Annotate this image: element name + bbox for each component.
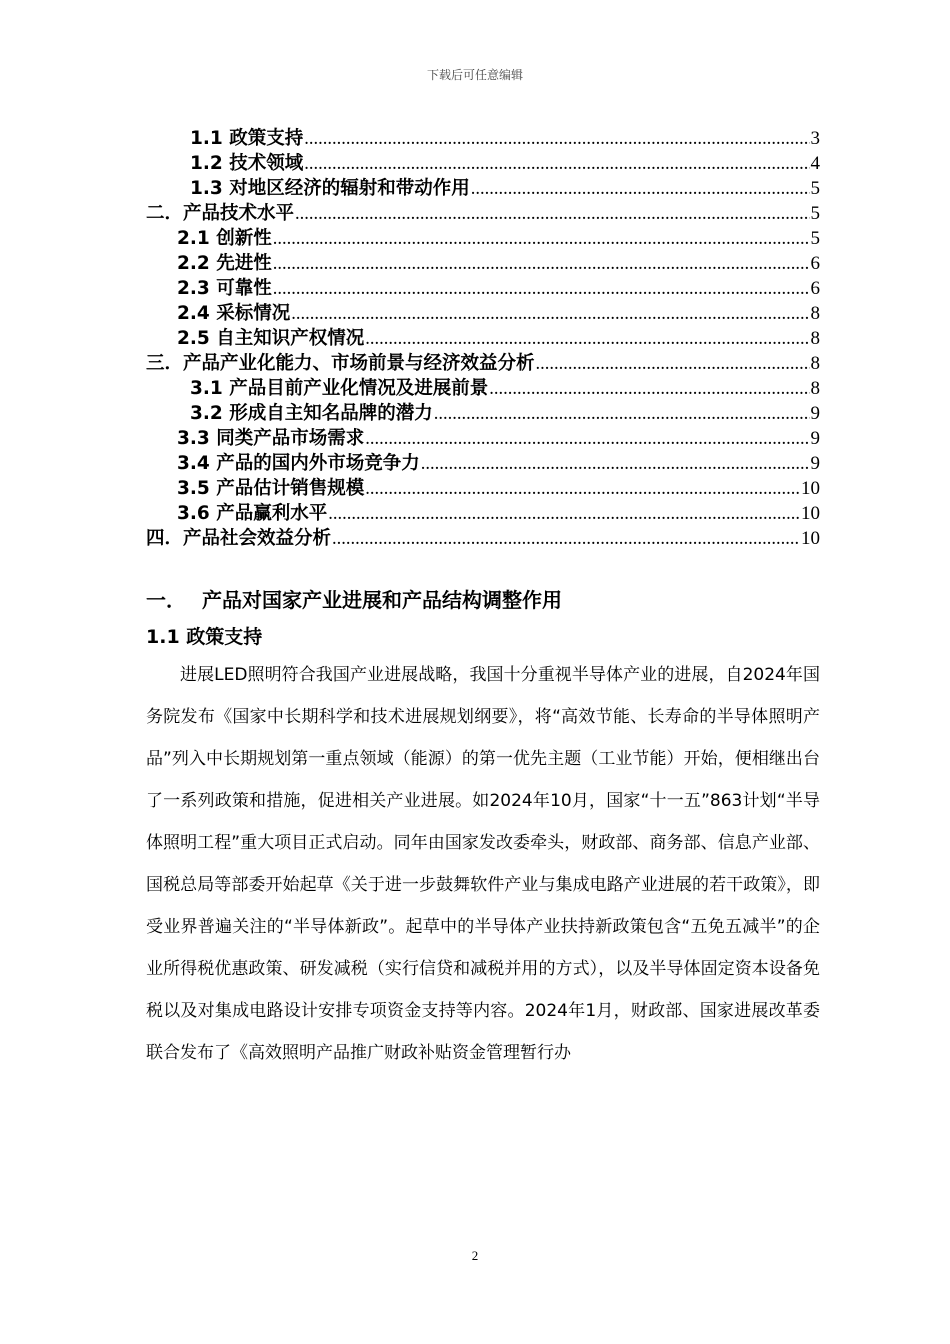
toc-entry-label: 2.3 可靠性: [177, 278, 272, 299]
toc-entry-label: 3.1 产品目前产业化情况及进展前景: [190, 378, 489, 399]
toc-leader-dots: [434, 404, 810, 425]
toc-entry-page: 9: [810, 428, 820, 449]
section-number: 一．: [146, 588, 186, 612]
toc-entry-label: 四．产品社会效益分析: [146, 528, 332, 549]
section-title: 产品对国家产业进展和产品结构调整作用: [202, 588, 562, 612]
toc-entry[interactable]: [146, 374, 820, 399]
toc-entry-label: 3.3 同类产品市场需求: [177, 428, 365, 449]
toc-entry-label: 3.6 产品赢利水平: [177, 503, 328, 524]
toc-entry-label: 2.1 创新性: [177, 228, 272, 249]
toc-entry-page: 9: [810, 453, 820, 474]
toc-entry-label: 1.2 技术领域: [190, 153, 304, 174]
toc-leader-dots: [291, 304, 809, 325]
toc-entry-label: 三．产品产业化能力、市场前景与经济效益分析: [146, 353, 535, 374]
toc-entry[interactable]: [146, 224, 820, 249]
toc-entry[interactable]: [146, 124, 820, 149]
toc-entry[interactable]: [146, 499, 820, 524]
toc-entry[interactable]: [146, 449, 820, 474]
toc-leader-dots: [365, 479, 800, 500]
toc-entry[interactable]: [146, 199, 820, 224]
toc-leader-dots: [304, 154, 809, 175]
toc-entry-label: 2.5 自主知识产权情况: [177, 328, 365, 349]
table-of-contents: [146, 124, 820, 549]
toc-entry-page: 4: [810, 153, 820, 174]
toc-entry-page: 5: [810, 178, 820, 199]
toc-leader-dots: [421, 454, 810, 475]
toc-entry-page: 5: [810, 203, 820, 224]
page-number: 2: [471, 1248, 479, 1263]
toc-entry[interactable]: [146, 274, 820, 299]
toc-entry-page: 9: [810, 403, 820, 424]
toc-entry-page: 6: [810, 253, 820, 274]
toc-entry[interactable]: [146, 174, 820, 199]
toc-entry-label: 1.1 政策支持: [190, 128, 304, 149]
body-paragraph-container: [146, 654, 820, 1074]
toc-entry-page: 8: [810, 303, 820, 324]
page-header: 下载后可任意编辑: [426, 68, 523, 82]
toc-entry[interactable]: [146, 524, 820, 549]
toc-entry-page: 10: [801, 478, 820, 499]
toc-entry-label: 3.5 产品估计销售规模: [177, 478, 365, 499]
toc-leader-dots: [471, 179, 810, 200]
toc-leader-dots: [536, 354, 810, 375]
toc-entry[interactable]: [146, 424, 820, 449]
toc-leader-dots: [295, 204, 809, 225]
toc-entry-page: 6: [810, 278, 820, 299]
toc-entry-label: 二．产品技术水平: [146, 203, 295, 224]
toc-leader-dots: [328, 504, 800, 525]
toc-entry-label: 3.2 形成自主知名品牌的潜力: [190, 403, 433, 424]
toc-entry-label: 3.4 产品的国内外市场竞争力: [177, 453, 420, 474]
toc-entry-label: 2.4 采标情况: [177, 303, 291, 324]
toc-entry[interactable]: [146, 149, 820, 174]
toc-entry[interactable]: [146, 474, 820, 499]
toc-entry[interactable]: [146, 249, 820, 274]
toc-leader-dots: [304, 129, 809, 150]
toc-entry-page: 10: [801, 528, 820, 549]
toc-entry-page: 3: [810, 128, 820, 149]
toc-leader-dots: [365, 429, 809, 450]
section-heading-1: [146, 584, 562, 613]
toc-leader-dots: [273, 254, 810, 275]
toc-entry-label: 2.2 先进性: [177, 253, 272, 274]
toc-leader-dots: [489, 379, 809, 400]
toc-entry[interactable]: [146, 399, 820, 424]
toc-leader-dots: [332, 529, 800, 550]
subsection-heading-1-1: 1.1 政策支持: [146, 626, 263, 648]
toc-entry[interactable]: [146, 324, 820, 349]
toc-entry-page: 8: [810, 353, 820, 374]
toc-entry-page: 8: [810, 328, 820, 349]
toc-leader-dots: [365, 329, 809, 350]
toc-entry-label: 1.3 对地区经济的辐射和带动作用: [190, 178, 470, 199]
toc-entry[interactable]: [146, 299, 820, 324]
toc-leader-dots: [273, 229, 810, 250]
toc-entry-page: 5: [810, 228, 820, 249]
toc-entry-page: 10: [801, 503, 820, 524]
body-paragraph: 进展LED照明符合我国产业进展战略，我国十分重视半导体产业的进展，自2024年国务院发布《国家中长期科学和技术进展规划纲要》，将“高效节能、长寿命的半导体照明产品”列入中长期规划第一重点领域（能源）的第一优先主题（工业节能）开始，便相继出台了一系列政策和措施，促进相关产业进展。如2024年10月，国家“十一五”863计划“半导体照明工程”重大项目正式启动。同年由国家发改委牵头，财政部、商务部、信息产业部、国税总局等部委开始起草《关于进一步鼓舞软件产业与集成电路产业进展的若干政策》，即受业界普遍关注的“半导体新政”。起草中的半导体产业扶持新政策包含“五免五减半”的企业所得税优惠政策、研发减税（实行信贷和减税并用的方式），以及半导体固定资本设备免税以及对集成电路设计安排专项资金支持等内容。2024年1月，财政部、国家进展改革委联合发布了《高效照明产品推广财政补贴资金管理暂行办: [146, 665, 820, 1063]
toc-entry-page: 8: [810, 378, 820, 399]
toc-entry[interactable]: [146, 349, 820, 374]
toc-leader-dots: [273, 279, 810, 300]
